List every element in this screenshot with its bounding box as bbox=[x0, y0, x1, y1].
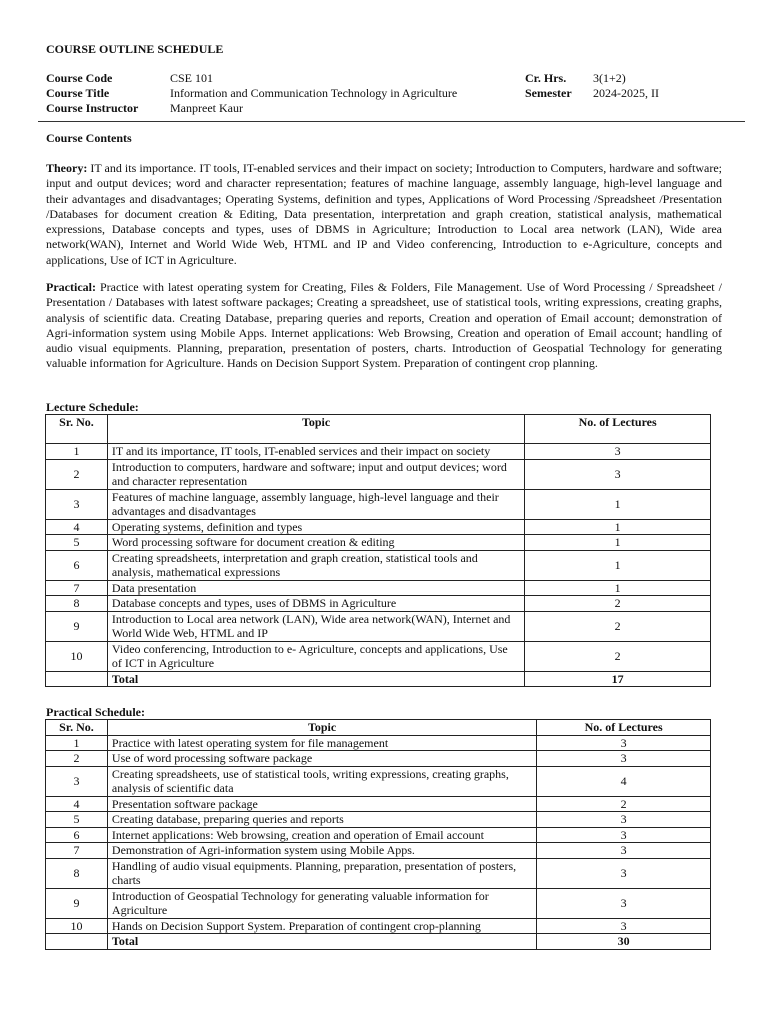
header-topic: Topic bbox=[107, 720, 536, 736]
table-row bbox=[46, 843, 711, 859]
row-topic: Creating database, preparing queries and reports bbox=[107, 812, 536, 828]
header-divider bbox=[38, 121, 745, 122]
row-topic: Practice with latest operating system for file management bbox=[107, 735, 536, 751]
table-row bbox=[46, 766, 711, 796]
credit-hours-label: Cr. Hrs. bbox=[525, 71, 567, 85]
total-empty-cell bbox=[46, 671, 108, 687]
semester-label: Semester bbox=[525, 86, 572, 100]
row-lectures: 3 bbox=[537, 827, 711, 843]
row-lectures: 3 bbox=[537, 858, 711, 888]
table-row bbox=[46, 519, 711, 535]
row-topic: Introduction to Local area network (LAN), Wide area network(WAN), Internet and World Wide Web, HTML and IP bbox=[107, 611, 524, 641]
practical-paragraph bbox=[46, 280, 722, 372]
practical-text: Practice with latest operating system for Creating, Files & Folders, File Management. Use of Word Processing / Spreadsheet / Presentation / Databases with latest software packages; Creating a spreadsheet, use of statistical tools, writing expressions, creating graphs, analysis of scientific data. Creating Database, preparing queries and reports, Creation and operation of Email account; demonstration of Agri-information system using Mobile Apps. Internet applications: Web Browsing, Creation and operation of Email account; handling of audio visual equipments. Planning, preparation, presentation of posters, charts. Introduction of Geospatial Technology for generating valuable information for Agriculture. Hands on Decision Support System. Preparation of contingent crop planning. bbox=[46, 280, 722, 371]
row-lectures: 2 bbox=[537, 796, 711, 812]
row-topic: Creating spreadsheets, interpretation and graph creation, statistical tools and analysis, mathematical expressions bbox=[107, 550, 524, 580]
row-lectures: 1 bbox=[525, 580, 711, 596]
row-sr-no: 7 bbox=[46, 580, 108, 596]
row-topic: Video conferencing, Introduction to e- Agriculture, concepts and applications, Use of ICT in Agriculture bbox=[107, 641, 524, 671]
row-topic: Hands on Decision Support System. Preparation of contingent crop-planning bbox=[107, 918, 536, 934]
info-row-code bbox=[46, 71, 726, 86]
row-topic: Introduction to computers, hardware and software; input and output devices; word and character representation bbox=[107, 459, 524, 489]
theory-paragraph bbox=[46, 161, 722, 268]
row-topic: Presentation software package bbox=[107, 796, 536, 812]
row-sr-no: 3 bbox=[46, 489, 108, 519]
row-sr-no: 3 bbox=[46, 766, 108, 796]
row-topic: Internet applications: Web browsing, creation and operation of Email account bbox=[107, 827, 536, 843]
document-title: COURSE OUTLINE SCHEDULE bbox=[46, 42, 224, 56]
course-contents-heading: Course Contents bbox=[46, 131, 132, 145]
row-sr-no: 8 bbox=[46, 858, 108, 888]
row-lectures: 1 bbox=[525, 535, 711, 551]
row-lectures: 1 bbox=[525, 550, 711, 580]
row-sr-no: 1 bbox=[46, 444, 108, 460]
table-row bbox=[46, 459, 711, 489]
table-row bbox=[46, 580, 711, 596]
semester: 2024-2025, II bbox=[593, 86, 659, 100]
row-topic: Features of machine language, assembly language, high-level language and their advantages and disadvantages bbox=[107, 489, 524, 519]
row-sr-no: 5 bbox=[46, 812, 108, 828]
row-lectures: 3 bbox=[537, 888, 711, 918]
table-row bbox=[46, 827, 711, 843]
row-sr-no: 10 bbox=[46, 918, 108, 934]
credit-hours: 3(1+2) bbox=[593, 71, 626, 85]
row-topic: Demonstration of Agri-information system using Mobile Apps. bbox=[107, 843, 536, 859]
row-sr-no: 10 bbox=[46, 641, 108, 671]
course-title-label: Course Title bbox=[46, 86, 110, 100]
row-lectures: 1 bbox=[525, 519, 711, 535]
row-sr-no: 7 bbox=[46, 843, 108, 859]
table-row bbox=[46, 611, 711, 641]
table-row bbox=[46, 812, 711, 828]
course-title: Information and Communication Technology in Agriculture bbox=[170, 86, 458, 100]
theory-label: Theory: bbox=[46, 161, 88, 175]
row-sr-no: 2 bbox=[46, 751, 108, 767]
row-topic: Introduction of Geospatial Technology for generating valuable information for Agriculture bbox=[107, 888, 536, 918]
total-label: Total bbox=[107, 671, 524, 687]
row-sr-no: 9 bbox=[46, 611, 108, 641]
row-topic: IT and its importance, IT tools, IT-enabled services and their impact on society bbox=[107, 444, 524, 460]
row-sr-no: 1 bbox=[46, 735, 108, 751]
table-row bbox=[46, 550, 711, 580]
row-sr-no: 6 bbox=[46, 550, 108, 580]
table-row bbox=[46, 888, 711, 918]
theory-text: IT and its importance. IT tools, IT-enabled services and their impact on society; Introduction to Computers, hardware and software; input and output devices; word and character representation; features of machine language, assembly language, high-level language and their advantages and disadvantages; Operating Systems, definition and types, Applications of Word Processing /Spreadsheet /Presentation /Databases for document creation & Editing, Data presentation, interpretation and graph creation, statistical analysis, mathematical expressions, Database concepts and types, uses of DBMS in Agriculture; Introduction to Local area network (LAN), Wide area network(WAN), Internet and World Wide Web, HTML and IP and Video conferencing, Introduction to e-Agriculture, concepts and applications, Use of ICT in Agriculture. bbox=[46, 161, 722, 267]
row-lectures: 3 bbox=[537, 735, 711, 751]
row-sr-no: 9 bbox=[46, 888, 108, 918]
row-topic: Use of word processing software package bbox=[107, 751, 536, 767]
row-lectures: 4 bbox=[537, 766, 711, 796]
practical-schedule-heading: Practical Schedule: bbox=[46, 705, 145, 719]
practical-label: Practical: bbox=[46, 280, 96, 294]
row-topic: Operating systems, definition and types bbox=[107, 519, 524, 535]
total-row bbox=[46, 671, 711, 687]
row-sr-no: 4 bbox=[46, 796, 108, 812]
row-topic: Database concepts and types, uses of DBMS in Agriculture bbox=[107, 596, 524, 612]
header-lectures: No. of Lectures bbox=[525, 415, 711, 444]
course-instructor: Manpreet Kaur bbox=[170, 101, 243, 115]
header-topic: Topic bbox=[107, 415, 524, 444]
row-lectures: 3 bbox=[537, 751, 711, 767]
info-row-title bbox=[46, 86, 726, 101]
lecture-schedule-table bbox=[45, 414, 711, 687]
row-lectures: 3 bbox=[525, 459, 711, 489]
row-sr-no: 2 bbox=[46, 459, 108, 489]
header-sr-no: Sr. No. bbox=[46, 720, 108, 736]
row-topic: Data presentation bbox=[107, 580, 524, 596]
row-topic: Creating spreadsheets, use of statistical tools, writing expressions, creating graphs, analysis of scientific data bbox=[107, 766, 536, 796]
course-code-label: Course Code bbox=[46, 71, 113, 85]
table-row bbox=[46, 535, 711, 551]
header-sr-no: Sr. No. bbox=[46, 415, 108, 444]
row-sr-no: 5 bbox=[46, 535, 108, 551]
row-sr-no: 6 bbox=[46, 827, 108, 843]
table-row bbox=[46, 641, 711, 671]
lecture-schedule-heading: Lecture Schedule: bbox=[46, 400, 139, 414]
row-lectures: 3 bbox=[525, 444, 711, 460]
table-row bbox=[46, 735, 711, 751]
header-lectures: No. of Lectures bbox=[537, 720, 711, 736]
row-lectures: 2 bbox=[525, 596, 711, 612]
table-row bbox=[46, 858, 711, 888]
table-header-row bbox=[46, 415, 711, 444]
table-row bbox=[46, 796, 711, 812]
table-header-row bbox=[46, 720, 711, 736]
table-row bbox=[46, 751, 711, 767]
course-code: CSE 101 bbox=[170, 71, 214, 85]
total-value: 30 bbox=[537, 934, 711, 950]
row-lectures: 2 bbox=[525, 611, 711, 641]
row-topic: Word processing software for document creation & editing bbox=[107, 535, 524, 551]
total-value: 17 bbox=[525, 671, 711, 687]
row-sr-no: 8 bbox=[46, 596, 108, 612]
total-label: Total bbox=[107, 934, 536, 950]
row-lectures: 2 bbox=[525, 641, 711, 671]
row-lectures: 3 bbox=[537, 812, 711, 828]
total-row bbox=[46, 934, 711, 950]
info-row-instructor bbox=[46, 101, 726, 116]
course-instructor-label: Course Instructor bbox=[46, 101, 139, 115]
row-topic: Handling of audio visual equipments. Planning, preparation, presentation of posters, charts bbox=[107, 858, 536, 888]
table-row bbox=[46, 444, 711, 460]
row-lectures: 3 bbox=[537, 843, 711, 859]
row-lectures: 1 bbox=[525, 489, 711, 519]
table-row bbox=[46, 918, 711, 934]
table-row bbox=[46, 489, 711, 519]
row-lectures: 3 bbox=[537, 918, 711, 934]
total-empty-cell bbox=[46, 934, 108, 950]
course-info bbox=[46, 71, 726, 116]
practical-schedule-table bbox=[45, 719, 711, 950]
row-sr-no: 4 bbox=[46, 519, 108, 535]
table-row bbox=[46, 596, 711, 612]
